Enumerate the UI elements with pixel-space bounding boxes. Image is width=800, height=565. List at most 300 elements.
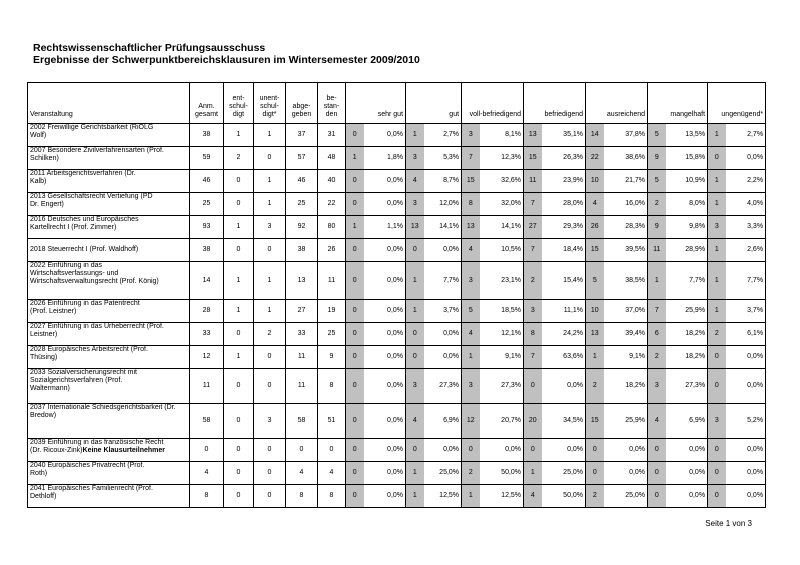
grade-percent-cell: 6,1%: [726, 323, 766, 346]
grade-count-cell: 15: [524, 147, 542, 170]
count-cell-unent: 1: [254, 300, 286, 323]
grade-percent-cell: 16,0%: [604, 193, 648, 216]
count-cell-abg: 27: [286, 300, 318, 323]
grade-count-cell: 27: [524, 216, 542, 239]
grade-count-cell: 5: [462, 300, 480, 323]
grade-percent-cell: 3,3%: [726, 216, 766, 239]
course-name-line: Bredow): [30, 412, 57, 419]
grade-percent-cell: 0,0%: [364, 124, 406, 147]
grade-count-cell: 13: [586, 323, 604, 346]
grade-count-cell: 3: [524, 300, 542, 323]
grade-percent-cell: 0,0%: [726, 369, 766, 404]
course-name-line: Wolf): [30, 132, 47, 139]
grade-count-cell: 3: [648, 369, 666, 404]
header-unentschuldigt: unent- schul- digt*: [254, 83, 286, 124]
grade-percent-cell: 0,0%: [726, 462, 766, 485]
course-name-cell: [28, 124, 190, 147]
grade-percent-cell: 26,3%: [542, 147, 586, 170]
course-name-line: Leistner): [30, 331, 58, 338]
table-row: [28, 485, 766, 508]
table-row: [28, 462, 766, 485]
grade-percent-cell: 4,0%: [726, 193, 766, 216]
count-cell-ent: 0: [224, 193, 254, 216]
header-ausreichend: ausreichend: [586, 83, 648, 124]
grade-percent-cell: 2,7%: [424, 124, 462, 147]
count-cell-abg: 11: [286, 346, 318, 369]
count-cell-anm: 38: [190, 124, 224, 147]
count-cell-unent: 0: [254, 346, 286, 369]
grade-percent-cell: 32,6%: [480, 170, 524, 193]
grade-count-cell: 5: [648, 170, 666, 193]
grade-count-cell: 0: [524, 369, 542, 404]
table-row: [28, 193, 766, 216]
document-title: Rechtswissenschaftlicher Prüfungsausschuss: [33, 42, 266, 54]
grade-count-cell: 1: [406, 124, 424, 147]
grade-count-cell: 7: [524, 239, 542, 262]
grade-percent-cell: 0,0%: [364, 323, 406, 346]
course-name-line: Dr. Engert): [30, 201, 64, 208]
count-cell-best: 0: [318, 439, 346, 462]
grade-percent-cell: 0,0%: [424, 439, 462, 462]
grade-count-cell: 1: [708, 262, 726, 300]
table-row: [28, 262, 766, 300]
count-cell-abg: 38: [286, 239, 318, 262]
count-cell-unent: 3: [254, 404, 286, 439]
grade-count-cell: 4: [462, 323, 480, 346]
grade-count-cell: 3: [708, 216, 726, 239]
grade-percent-cell: 21,7%: [604, 170, 648, 193]
grade-percent-cell: 0,0%: [424, 346, 462, 369]
grade-count-cell: 0: [648, 462, 666, 485]
grade-count-cell: 8: [524, 323, 542, 346]
count-cell-best: 26: [318, 239, 346, 262]
grade-count-cell: 7: [462, 147, 480, 170]
count-cell-anm: 0: [190, 439, 224, 462]
grade-percent-cell: 13,5%: [666, 124, 708, 147]
course-name-cell: [28, 485, 190, 508]
grade-count-cell: 0: [346, 300, 364, 323]
grade-count-cell: 0: [708, 369, 726, 404]
grade-count-cell: 2: [708, 323, 726, 346]
count-cell-ent: 0: [224, 323, 254, 346]
grade-count-cell: 1: [462, 485, 480, 508]
count-cell-ent: 0: [224, 369, 254, 404]
grade-count-cell: 4: [406, 170, 424, 193]
grade-count-cell: 3: [462, 369, 480, 404]
grade-count-cell: 0: [346, 124, 364, 147]
count-cell-unent: 1: [254, 170, 286, 193]
grade-count-cell: 3: [406, 369, 424, 404]
grade-percent-cell: 7,7%: [666, 262, 708, 300]
count-cell-anm: 38: [190, 239, 224, 262]
grade-count-cell: 0: [406, 439, 424, 462]
grade-percent-cell: 0,0%: [364, 485, 406, 508]
grade-percent-cell: 23,1%: [480, 262, 524, 300]
grade-count-cell: 26: [586, 216, 604, 239]
header-mangelhaft: mangelhaft: [648, 83, 708, 124]
count-cell-anm: 59: [190, 147, 224, 170]
grade-count-cell: 12: [462, 404, 480, 439]
grade-count-cell: 0: [346, 485, 364, 508]
grade-percent-cell: 0,0%: [666, 439, 708, 462]
count-cell-ent: 0: [224, 485, 254, 508]
grade-percent-cell: 27,3%: [480, 369, 524, 404]
count-cell-ent: 1: [224, 346, 254, 369]
grade-percent-cell: 25,0%: [424, 462, 462, 485]
grade-count-cell: 15: [586, 239, 604, 262]
header-sehr-gut: sehr gut: [346, 83, 406, 124]
grade-percent-cell: 8,0%: [666, 193, 708, 216]
table-row: [28, 300, 766, 323]
grade-count-cell: 2: [586, 485, 604, 508]
grade-count-cell: 9: [648, 147, 666, 170]
count-cell-unent: 0: [254, 462, 286, 485]
table-row: [28, 346, 766, 369]
grade-count-cell: 0: [586, 462, 604, 485]
grade-count-cell: 0: [524, 439, 542, 462]
grade-count-cell: 0: [586, 439, 604, 462]
count-cell-ent: 1: [224, 300, 254, 323]
grade-percent-cell: 34,5%: [542, 404, 586, 439]
count-cell-anm: 12: [190, 346, 224, 369]
count-cell-abg: 46: [286, 170, 318, 193]
grade-count-cell: 5: [586, 262, 604, 300]
course-name-cell: [28, 346, 190, 369]
grade-percent-cell: 11,1%: [542, 300, 586, 323]
grade-percent-cell: 29,3%: [542, 216, 586, 239]
grade-count-cell: 0: [346, 346, 364, 369]
course-name-cell: [28, 147, 190, 170]
grade-percent-cell: 0,0%: [726, 485, 766, 508]
grade-count-cell: 11: [648, 239, 666, 262]
count-cell-best: 22: [318, 193, 346, 216]
grade-count-cell: 1: [708, 193, 726, 216]
table-row: [28, 239, 766, 262]
grade-percent-cell: 28,3%: [604, 216, 648, 239]
count-cell-best: 31: [318, 124, 346, 147]
course-name-line: 2041 Europäisches Familienrecht (Prof.: [30, 485, 153, 492]
grade-count-cell: 9: [648, 216, 666, 239]
grade-count-cell: 3: [462, 124, 480, 147]
grade-count-cell: 0: [346, 262, 364, 300]
table-row: [28, 369, 766, 404]
count-cell-unent: 0: [254, 369, 286, 404]
grade-count-cell: 14: [586, 124, 604, 147]
grade-percent-cell: 0,0%: [604, 439, 648, 462]
grade-count-cell: 1: [524, 462, 542, 485]
course-name-line: Waltermann): [30, 385, 70, 392]
grade-count-cell: 0: [708, 485, 726, 508]
course-name-cell: [28, 369, 190, 404]
grade-percent-cell: 24,2%: [542, 323, 586, 346]
grade-count-cell: 2: [586, 369, 604, 404]
grade-count-cell: 15: [462, 170, 480, 193]
grade-percent-cell: 50,0%: [480, 462, 524, 485]
header-entschuldigt: ent- schul- digt: [224, 83, 254, 124]
grade-count-cell: 3: [406, 193, 424, 216]
grade-percent-cell: 0,0%: [542, 369, 586, 404]
page-footer: Seite 1 von 3: [705, 519, 752, 528]
count-cell-best: 8: [318, 485, 346, 508]
count-cell-anm: 58: [190, 404, 224, 439]
count-cell-ent: 0: [224, 404, 254, 439]
course-name-line: 2028 Europäisches Arbeitsrecht (Prof.: [30, 346, 148, 353]
grade-percent-cell: 12,5%: [480, 485, 524, 508]
grade-percent-cell: 0,0%: [364, 262, 406, 300]
grade-count-cell: 0: [648, 485, 666, 508]
count-cell-best: 40: [318, 170, 346, 193]
course-name-line: 2007 Besondere Zivilverfahrensarten (Prof.: [30, 147, 164, 154]
grade-count-cell: 0: [346, 404, 364, 439]
course-name-line: Wirtschaftsverfassungs- und: [30, 270, 119, 277]
table-row: [28, 216, 766, 239]
count-cell-unent: 1: [254, 124, 286, 147]
grade-count-cell: 4: [462, 239, 480, 262]
table-row: [28, 404, 766, 439]
count-cell-abg: 33: [286, 323, 318, 346]
count-cell-abg: 0: [286, 439, 318, 462]
grade-count-cell: 13: [406, 216, 424, 239]
count-cell-unent: 1: [254, 262, 286, 300]
count-cell-abg: 4: [286, 462, 318, 485]
grade-percent-cell: 0,0%: [726, 439, 766, 462]
grade-count-cell: 13: [524, 124, 542, 147]
course-name-cell: [28, 193, 190, 216]
grade-percent-cell: 35,1%: [542, 124, 586, 147]
grade-count-cell: 10: [586, 300, 604, 323]
course-name-cell: [28, 170, 190, 193]
grade-count-cell: 5: [648, 124, 666, 147]
count-cell-ent: 1: [224, 262, 254, 300]
count-cell-best: 48: [318, 147, 346, 170]
grade-percent-cell: 27,3%: [666, 369, 708, 404]
grade-percent-cell: 0,0%: [364, 239, 406, 262]
grade-percent-cell: 37,0%: [604, 300, 648, 323]
grade-percent-cell: 1,1%: [364, 216, 406, 239]
grade-percent-cell: 10,5%: [480, 239, 524, 262]
course-name-line: 2013 Gesellschaftsrecht Vertiefung (PD: [30, 193, 153, 200]
grade-percent-cell: 2,2%: [726, 170, 766, 193]
grade-percent-cell: 2,7%: [726, 124, 766, 147]
course-name-line: 2033 Sozialversicherungsrecht mit: [30, 369, 137, 376]
grade-percent-cell: 3,7%: [424, 300, 462, 323]
grade-count-cell: 0: [346, 170, 364, 193]
count-cell-ent: 0: [224, 239, 254, 262]
grade-count-cell: 7: [524, 193, 542, 216]
grade-count-cell: 2: [524, 262, 542, 300]
course-name-line: Roth): [30, 470, 48, 477]
count-cell-abg: 57: [286, 147, 318, 170]
count-cell-best: 25: [318, 323, 346, 346]
count-cell-abg: 58: [286, 404, 318, 439]
grade-percent-cell: 0,0%: [364, 170, 406, 193]
grade-count-cell: 4: [406, 404, 424, 439]
count-cell-best: 51: [318, 404, 346, 439]
course-name-line: 2040 Europäisches Privatrecht (Prof.: [30, 462, 145, 469]
grade-count-cell: 0: [708, 439, 726, 462]
table-row: [28, 170, 766, 193]
grade-percent-cell: 0,0%: [424, 323, 462, 346]
header-voll-befriedigend: voll-befriedigend: [462, 83, 524, 124]
grade-percent-cell: 5,3%: [424, 147, 462, 170]
grade-percent-cell: 6,9%: [424, 404, 462, 439]
grade-percent-cell: 7,7%: [424, 262, 462, 300]
grade-count-cell: 0: [346, 239, 364, 262]
count-cell-unent: 2: [254, 323, 286, 346]
grade-percent-cell: 0,0%: [666, 485, 708, 508]
grade-percent-cell: 12,3%: [480, 147, 524, 170]
count-cell-best: 4: [318, 462, 346, 485]
count-cell-abg: 25: [286, 193, 318, 216]
count-cell-ent: 0: [224, 439, 254, 462]
results-table: [27, 82, 766, 508]
grade-percent-cell: 39,4%: [604, 323, 648, 346]
grade-count-cell: 15: [586, 404, 604, 439]
count-cell-unent: 1: [254, 193, 286, 216]
grade-count-cell: 0: [708, 462, 726, 485]
table-row: [28, 124, 766, 147]
grade-count-cell: 7: [524, 346, 542, 369]
grade-count-cell: 1: [708, 170, 726, 193]
count-cell-ent: 0: [224, 170, 254, 193]
grade-count-cell: 4: [524, 485, 542, 508]
grade-count-cell: 11: [524, 170, 542, 193]
grade-count-cell: 2: [462, 462, 480, 485]
grade-percent-cell: 5,2%: [726, 404, 766, 439]
grade-count-cell: 3: [708, 404, 726, 439]
grade-percent-cell: 25,9%: [604, 404, 648, 439]
grade-percent-cell: 2,6%: [726, 239, 766, 262]
course-name-line: Sozialgerichtsverfahren (Prof.: [30, 377, 123, 384]
grade-percent-cell: 9,8%: [666, 216, 708, 239]
course-name-line: Dethloff): [30, 493, 57, 500]
grade-count-cell: 2: [648, 346, 666, 369]
grade-count-cell: 0: [406, 346, 424, 369]
grade-percent-cell: 15,4%: [542, 262, 586, 300]
grade-count-cell: 1: [406, 262, 424, 300]
course-name-line: 2016 Deutsches und Europäisches: [30, 216, 139, 223]
course-name-line: (Prof. Leistner): [30, 308, 77, 315]
grade-percent-cell: 0,0%: [604, 462, 648, 485]
grade-percent-cell: 0,0%: [364, 369, 406, 404]
table-row: [28, 323, 766, 346]
course-name-line: 2027 Einführung in das Urheberrecht (Prof.: [30, 323, 164, 330]
grade-count-cell: 1: [406, 462, 424, 485]
table-row: [28, 147, 766, 170]
grade-percent-cell: 3,7%: [726, 300, 766, 323]
grade-percent-cell: 12,1%: [480, 323, 524, 346]
course-name-line: Schilken): [30, 155, 59, 162]
count-cell-best: 80: [318, 216, 346, 239]
grade-percent-cell: 0,0%: [364, 462, 406, 485]
table-row: [28, 439, 766, 462]
grade-count-cell: 1: [406, 300, 424, 323]
grade-percent-cell: 38,6%: [604, 147, 648, 170]
grade-percent-cell: 0,0%: [726, 346, 766, 369]
grade-count-cell: 4: [586, 193, 604, 216]
grade-count-cell: 0: [346, 369, 364, 404]
grade-percent-cell: 32,0%: [480, 193, 524, 216]
header-anm-gesamt: Anm. gesamt: [190, 83, 224, 124]
grade-count-cell: 4: [648, 404, 666, 439]
grade-percent-cell: 50,0%: [542, 485, 586, 508]
course-name-cell: [28, 262, 190, 300]
grade-count-cell: 3: [462, 262, 480, 300]
count-cell-ent: 0: [224, 462, 254, 485]
grade-percent-cell: 10,9%: [666, 170, 708, 193]
grade-percent-cell: 0,0%: [726, 147, 766, 170]
grade-count-cell: 1: [406, 485, 424, 508]
count-cell-anm: 4: [190, 462, 224, 485]
count-cell-anm: 28: [190, 300, 224, 323]
course-name-line: 2002 Freiwillige Gerichtsbarkeit (RiOLG: [30, 124, 154, 131]
header-abgegeben: abge- geben: [286, 83, 318, 124]
grade-percent-cell: 63,6%: [542, 346, 586, 369]
grade-percent-cell: 12,0%: [424, 193, 462, 216]
document-subtitle: Ergebnisse der Schwerpunktbereichsklausuren im Wintersemester 2009/2010: [33, 54, 420, 66]
results-table-body: [28, 124, 766, 508]
course-name-line: 2026 Einführung in das Patentrecht: [30, 300, 140, 307]
grade-count-cell: 1: [708, 124, 726, 147]
count-cell-abg: 13: [286, 262, 318, 300]
count-cell-abg: 92: [286, 216, 318, 239]
header-veranstaltung: Veranstaltung: [28, 83, 190, 124]
count-cell-anm: 46: [190, 170, 224, 193]
count-cell-ent: 1: [224, 216, 254, 239]
grade-percent-cell: 18,2%: [604, 369, 648, 404]
count-cell-anm: 25: [190, 193, 224, 216]
count-cell-best: 11: [318, 262, 346, 300]
grade-percent-cell: 1,8%: [364, 147, 406, 170]
grade-percent-cell: 37,8%: [604, 124, 648, 147]
grade-count-cell: 0: [346, 462, 364, 485]
grade-percent-cell: 0,0%: [364, 300, 406, 323]
course-name-cell: [28, 462, 190, 485]
grade-percent-cell: 18,4%: [542, 239, 586, 262]
count-cell-anm: 11: [190, 369, 224, 404]
grade-percent-cell: 18,2%: [666, 346, 708, 369]
grade-count-cell: 10: [586, 170, 604, 193]
grade-count-cell: 0: [406, 239, 424, 262]
grade-percent-cell: 6,9%: [666, 404, 708, 439]
grade-count-cell: 1: [648, 262, 666, 300]
count-cell-ent: 2: [224, 147, 254, 170]
count-cell-unent: 3: [254, 216, 286, 239]
count-cell-unent: 0: [254, 147, 286, 170]
course-name-cell: [28, 239, 190, 262]
grade-count-cell: 1: [586, 346, 604, 369]
grade-count-cell: 0: [406, 323, 424, 346]
grade-count-cell: 0: [346, 193, 364, 216]
grade-count-cell: 20: [524, 404, 542, 439]
grade-count-cell: 22: [586, 147, 604, 170]
course-name-cell: [28, 323, 190, 346]
grade-percent-cell: 23,9%: [542, 170, 586, 193]
grade-percent-cell: 14,1%: [424, 216, 462, 239]
course-name-line: 2037 Internationale Schiedsgerichtsbarkeit (Dr.: [30, 404, 176, 411]
grade-percent-cell: 25,9%: [666, 300, 708, 323]
grade-percent-cell: 8,1%: [480, 124, 524, 147]
count-cell-unent: 0: [254, 439, 286, 462]
grade-percent-cell: 18,5%: [480, 300, 524, 323]
grade-count-cell: 7: [648, 300, 666, 323]
count-cell-anm: 33: [190, 323, 224, 346]
count-cell-abg: 11: [286, 369, 318, 404]
grade-percent-cell: 0,0%: [542, 439, 586, 462]
grade-count-cell: 1: [346, 216, 364, 239]
grade-percent-cell: 28,9%: [666, 239, 708, 262]
grade-count-cell: 0: [708, 147, 726, 170]
